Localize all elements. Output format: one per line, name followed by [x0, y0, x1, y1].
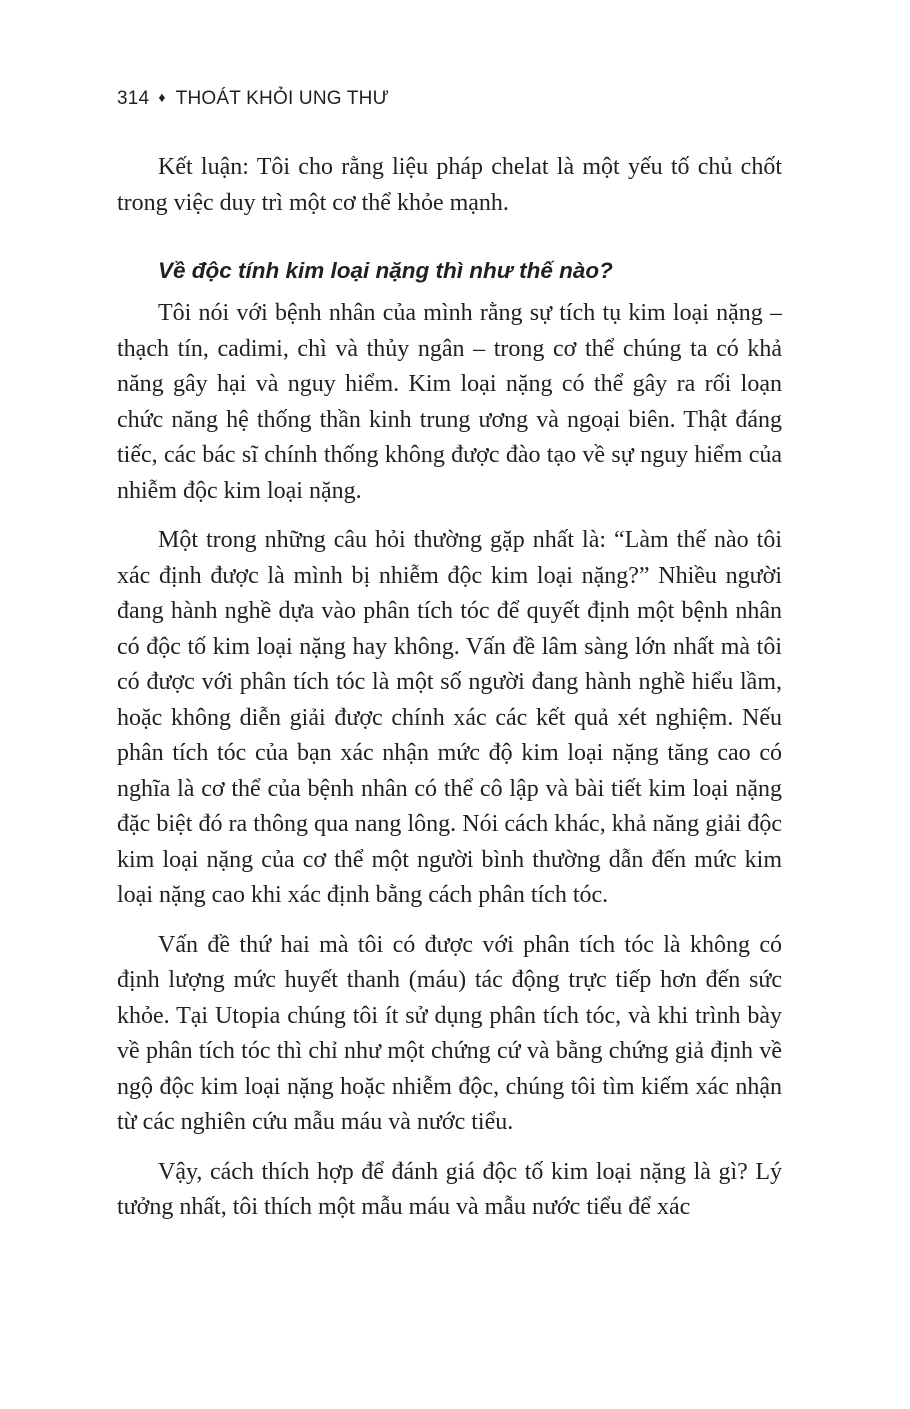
- page-number: 314: [117, 88, 150, 109]
- diamond-separator-icon: ♦: [158, 89, 166, 105]
- paragraph-heavy-metals-intro: Tôi nói với bệnh nhân của mình rằng sự tích tụ kim loại nặng – thạch tín, cadimi, chì và thủy ngân – trong cơ thể chúng ta có khả năng gây hại và nguy hiểm. Kim loại nặng có thể gây ra rối loạn chức năng hệ thống thần kinh trung ương và ngoại biên. Thật đáng tiếc, các bác sĩ chính thống không được đào tạo về sự nguy hiểm của nhiễm độc kim loại nặng.: [117, 300, 782, 504]
- paragraph-conclusion: Kết luận: Tôi cho rằng liệu pháp chelat là một yếu tố chủ chốt trong việc duy trì một cơ thể khỏe mạnh.: [117, 154, 782, 216]
- paragraph-second-problem: Vấn đề thứ hai mà tôi có được với phân tích tóc là không có định lượng mức huyết thanh (máu) tác động trực tiếp hơn đến sức khỏe. Tại Utopia chúng tôi ít sử dụng phân tích tóc, và khi trình bày về phân tích tóc thì chỉ như một chứng cứ và bằng chứng giả định về ngộ độc kim loại nặng hoặc nhiễm độc, chúng tôi tìm kiếm xác nhận từ các nghiên cứu mẫu máu và nước tiểu.: [117, 931, 782, 1135]
- paragraph-hair-analysis: Một trong những câu hỏi thường gặp nhất là: “Làm thế nào tôi xác định được là mình bị nhiễm độc kim loại nặng?” Nhiều người đang hành nghề dựa vào phân tích tóc để quyết định một bệnh nhân có độc tố kim loại nặng hay không. Vấn đề lâm sàng lớn nhất mà tôi có được với phân tích tóc là một số người đang hành nghề hiểu lầm, hoặc không diễn giải được chính xác các kết quả xét nghiệm. Nếu phân tích tóc của bạn xác nhận mức độ kim loại nặng tăng cao có nghĩa là cơ thể của bệnh nhân có thể cô lập và bài tiết kim loại nặng đặc biệt đó ra thông qua nang lông. Nói cách khác, khả năng giải độc kim loại nặng của cơ thể một người bình thường dẫn đến mức kim loại nặng cao khi xác định bằng cách phân tích tóc.: [117, 527, 782, 908]
- running-header: [117, 88, 389, 110]
- section-heading: Về độc tính kim loại nặng thì như thế nào?: [158, 258, 613, 283]
- body-text: [117, 150, 782, 1240]
- paragraph-assessment: Vậy, cách thích hợp để đánh giá độc tố kim loại nặng là gì? Lý tưởng nhất, tôi thích một mẫu máu và mẫu nước tiểu để xác: [117, 1158, 782, 1220]
- book-title: THOÁT KHỎI UNG THƯ: [175, 88, 390, 109]
